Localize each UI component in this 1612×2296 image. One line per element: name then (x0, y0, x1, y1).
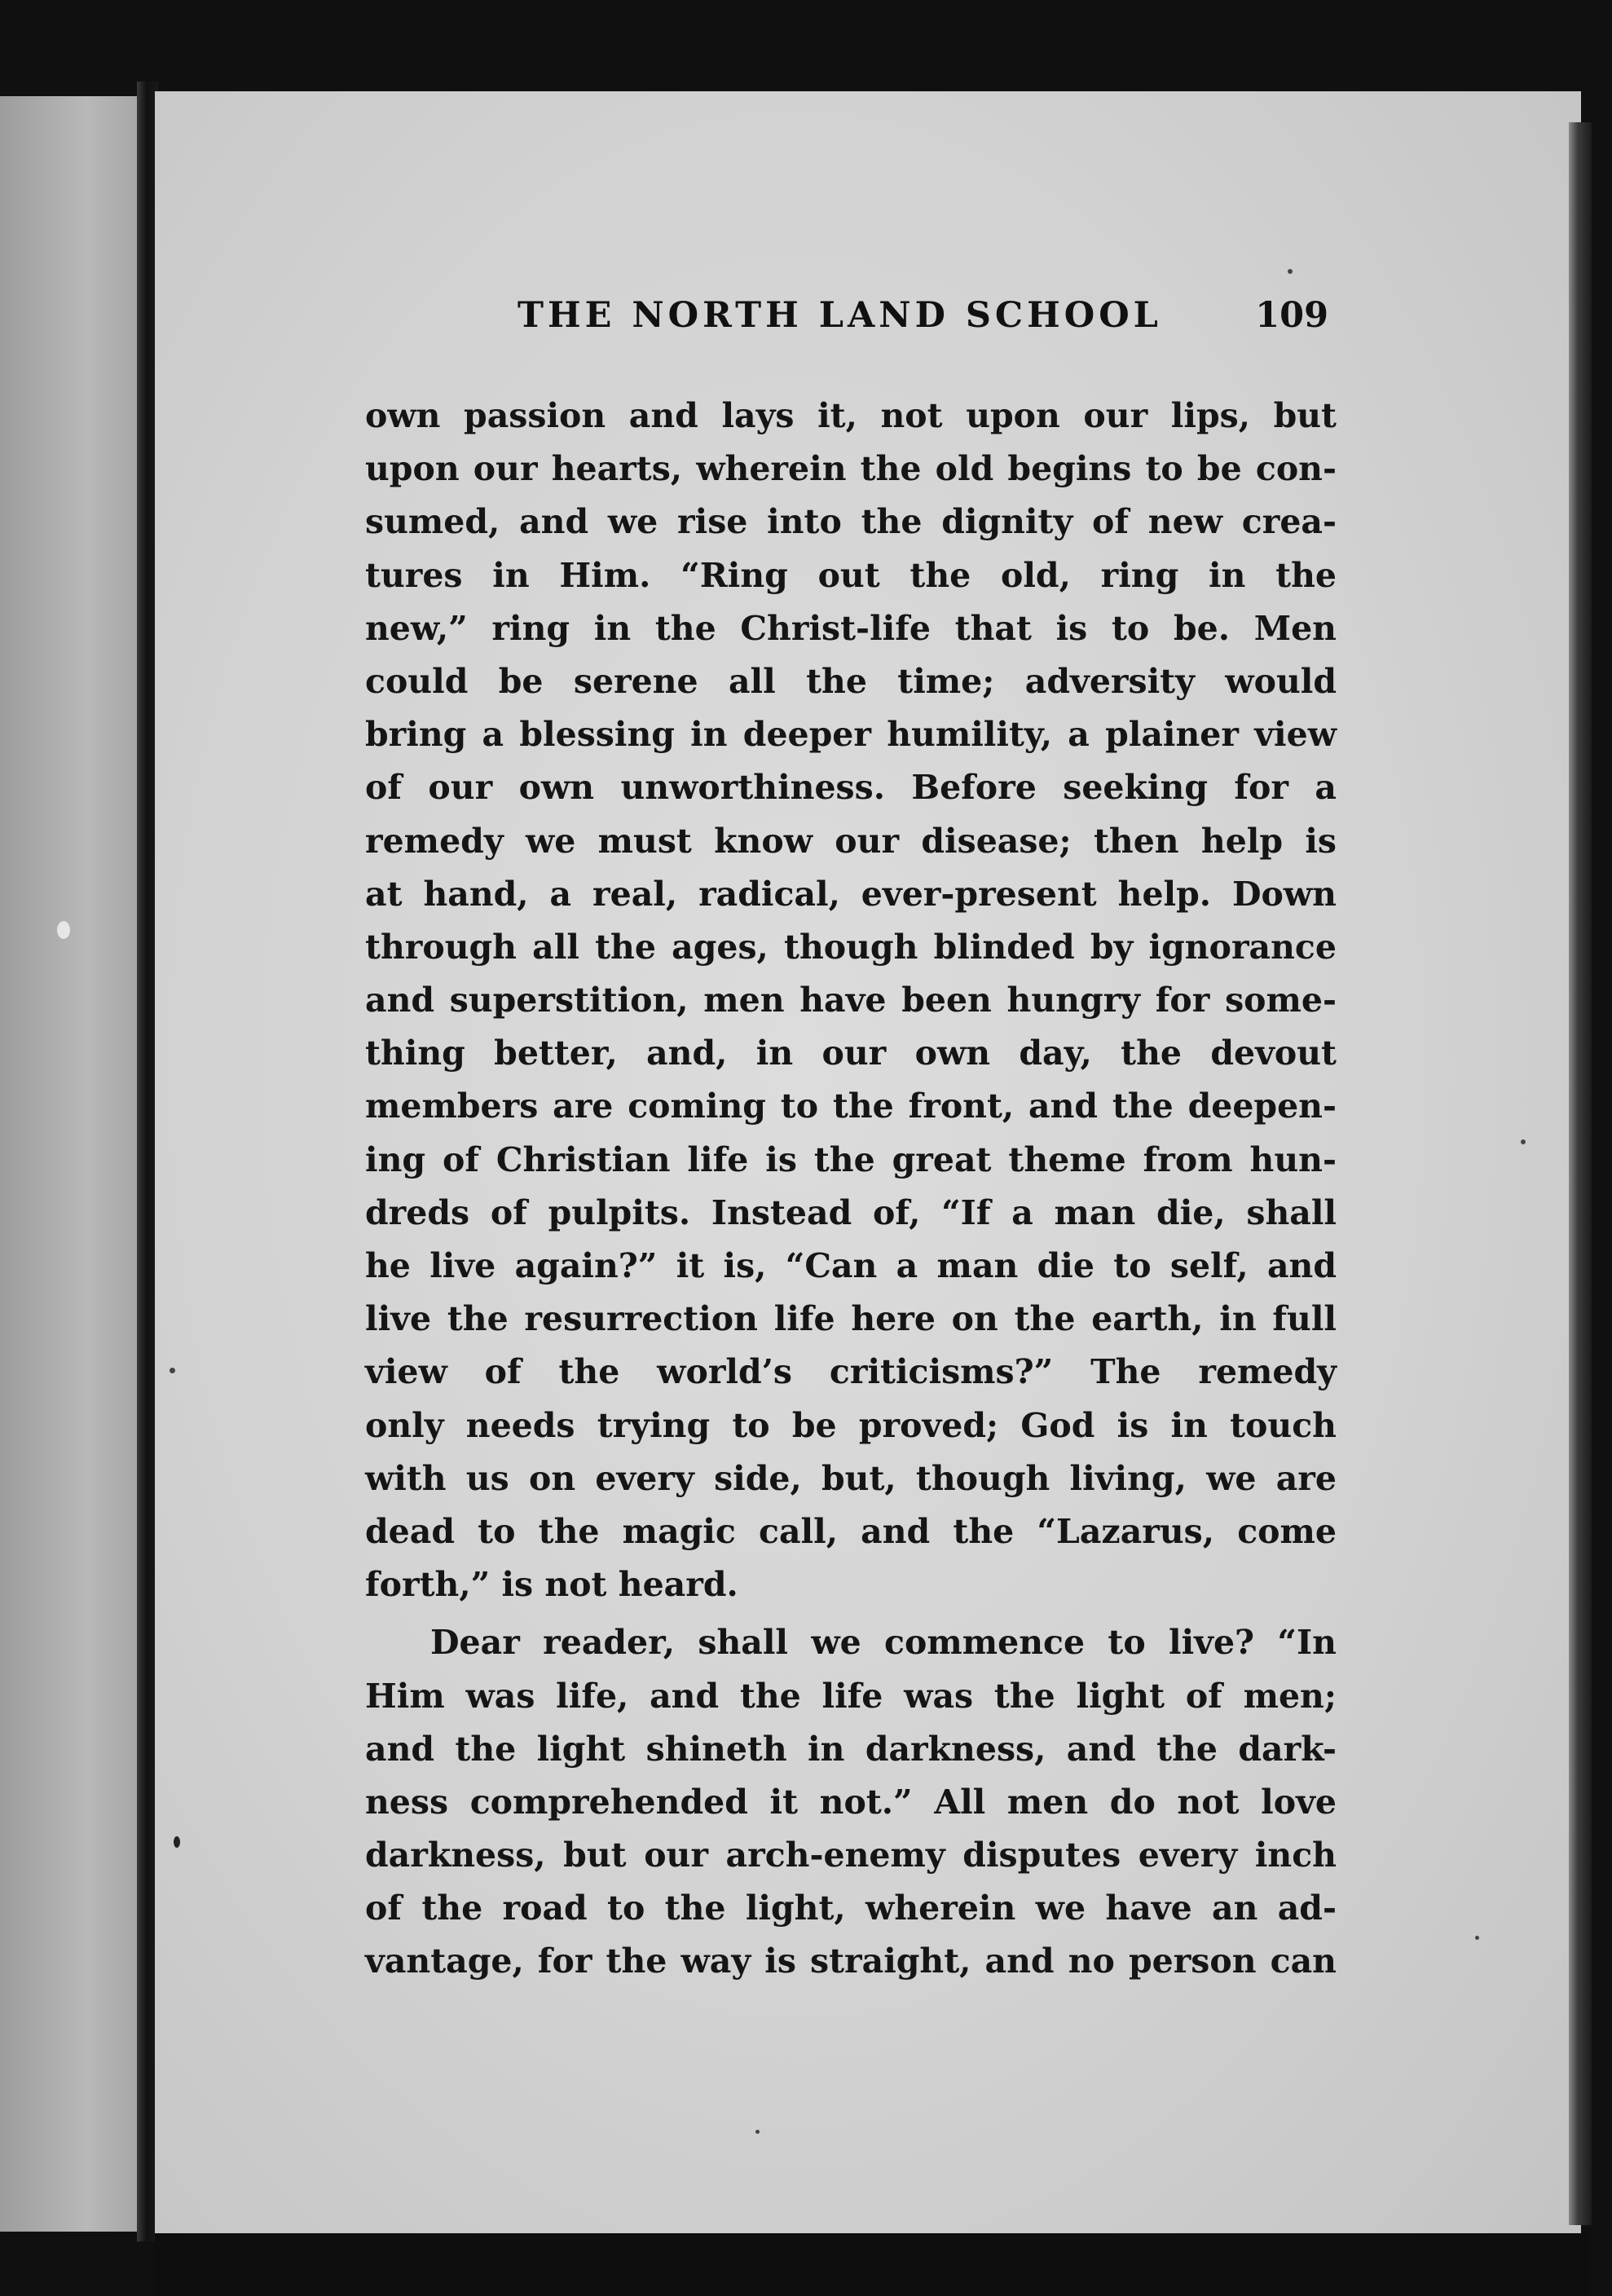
body-text (365, 390, 1337, 1989)
text-line: ness comprehended it not.” All men do not love (365, 1782, 1337, 1822)
text-line: upon our hearts, wherein the old begins to be con- (365, 449, 1337, 489)
text-line: of our own unworthiness. Before seeking for a (365, 768, 1337, 808)
text-line: ing of Christian life is the great theme from hun- (365, 1139, 1337, 1179)
text-line: he live again?” it is, “Can a man die to self, and (365, 1246, 1337, 1285)
text-line: live the resurrection life here on the earth, in full (365, 1299, 1337, 1339)
text-line: sumed, and we rise into the dignity of new crea- (365, 502, 1337, 542)
text-line: thing better, and, in our own day, the devout (365, 1033, 1337, 1073)
text-line: with us on every side, but, though living, we are (365, 1458, 1337, 1498)
paper-speck (1288, 269, 1293, 274)
paper-speck (755, 2130, 760, 2134)
bottom-shadow (155, 2233, 1589, 2296)
running-head-title: THE NORTH LAND SCHOOL (518, 295, 1162, 336)
text-line: dreds of pulpits. Instead of, “If a man die, shall (365, 1192, 1337, 1232)
text-line: and the light shineth in darkness, and the dark- (365, 1729, 1337, 1769)
text-line: members are coming to the front, and the deepen- (365, 1086, 1337, 1126)
running-head (518, 295, 1328, 344)
text-line: only needs trying to be proved; God is in touch (365, 1405, 1337, 1445)
facing-page-edge (0, 96, 145, 2232)
text-line: at hand, a real, radical, ever-present help. Down (365, 874, 1337, 914)
paper-speck (1475, 1936, 1479, 1940)
text-line: remedy we must know our disease; then help is (365, 821, 1337, 861)
page-edge-shadow (1569, 122, 1592, 2225)
text-line: could be serene all the time; adversity would (365, 661, 1337, 701)
text-line: new,” ring in the Christ-life that is to be. Men (365, 608, 1337, 648)
paper-speck (57, 921, 70, 939)
text-line: Dear reader, shall we commence to live? “In (430, 1623, 1337, 1663)
page-number: 109 (1255, 295, 1328, 336)
text-line: of the road to the light, wherein we have an ad- (365, 1888, 1337, 1928)
text-line: darkness, but our arch-enemy disputes every inch (365, 1835, 1337, 1875)
text-line: through all the ages, though blinded by ignorance (365, 927, 1337, 967)
text-line: tures in Him. “Ring out the old, ring in the (365, 555, 1337, 595)
text-line: dead to the magic call, and the “Lazarus, come (365, 1511, 1337, 1551)
paper-speck (1521, 1139, 1526, 1144)
paper-speck (174, 1836, 180, 1848)
text-line: own passion and lays it, not upon our lips, but (365, 396, 1337, 435)
text-line: view of the world’s criticisms?” The remedy (365, 1352, 1337, 1392)
text-line: vantage, for the way is straight, and no person can (365, 1941, 1337, 1981)
text-line: Him was life, and the life was the light of men; (365, 1676, 1337, 1716)
text-line: and superstition, men have been hungry for some- (365, 981, 1337, 1020)
text-line: forth,” is not heard. (365, 1565, 738, 1605)
text-line: bring a blessing in deeper humility, a plainer view (365, 715, 1337, 755)
paper-speck (170, 1368, 175, 1373)
